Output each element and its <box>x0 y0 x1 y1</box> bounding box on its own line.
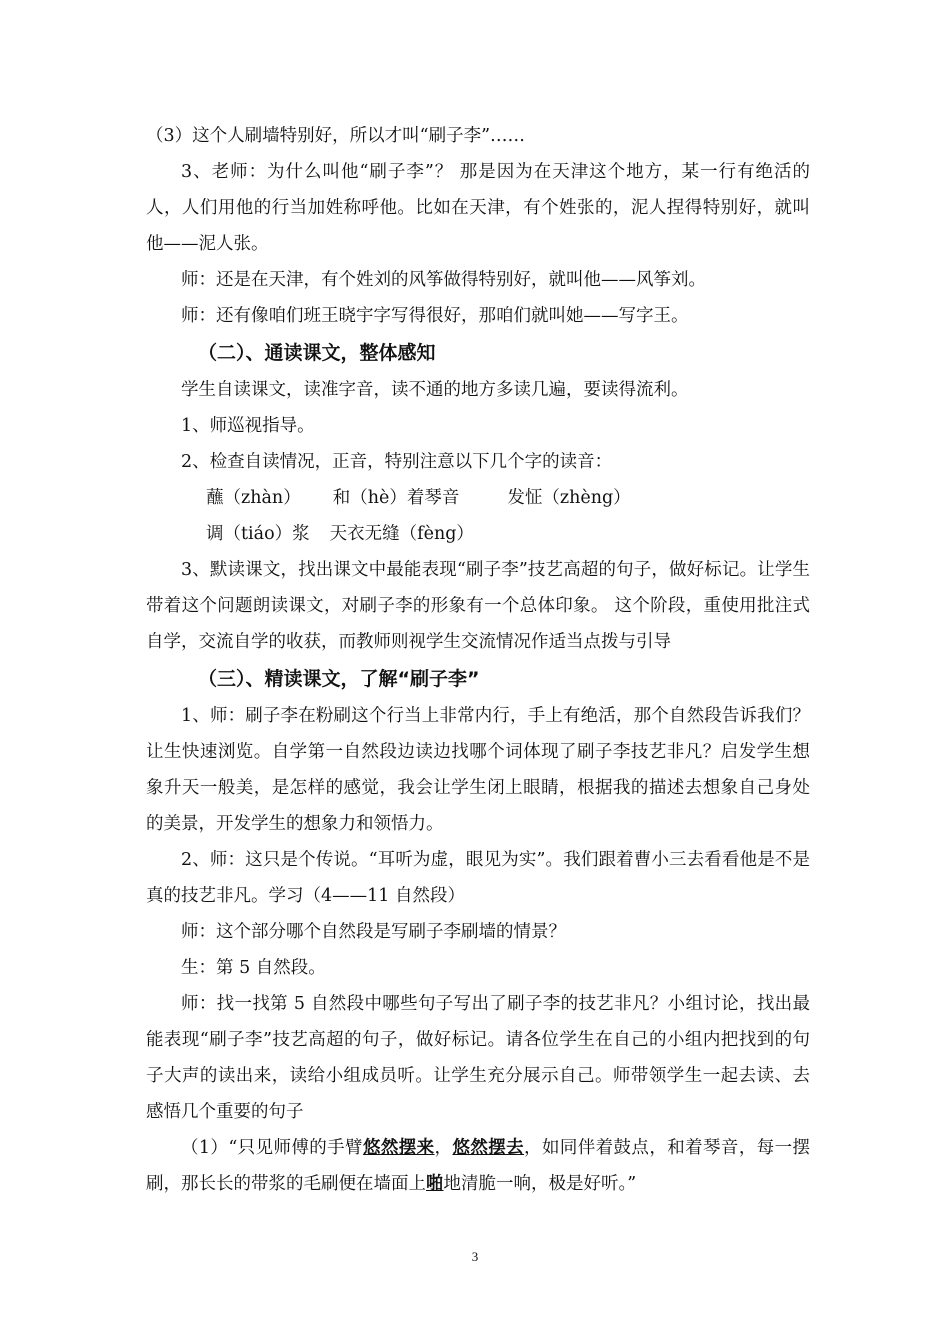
emphasized-word: 悠然摆去 <box>452 1138 525 1158</box>
pinyin-item: 蘸（zhàn） <box>206 488 301 508</box>
pinyin-row <box>146 480 810 516</box>
pinyin-item: 调（tiáo）浆 <box>206 524 310 544</box>
quote-text: ， <box>434 1138 453 1158</box>
paragraph: 3、默读课文，找出课文中最能表现“刷子李”技艺高超的句子，做好标记。让学生带着这个问题朗读课文，对刷子李的形象有一个总体印象。 这个阶段，重使用批注式自学，交流自学的收获，而教师则视学生交流情况作适当点拨与引导 <box>146 560 810 652</box>
emphasized-word: 啪 <box>426 1174 444 1194</box>
quote-text: （1）“只见师傅的手臂 <box>181 1138 363 1158</box>
paragraph: 师：还有像咱们班王晓宇字写得很好，那咱们就叫她——写字王。 <box>181 306 689 326</box>
section-heading: （三）、精读课文，了解“刷子李” <box>198 668 480 690</box>
quote-text: 地清脆一响，极是好听。” <box>443 1174 637 1194</box>
paragraph: 学生自读课文，读准字音，读不通的地方多读几遍，要读得流利。 <box>181 380 689 400</box>
section-heading: （二）、通读课文，整体感知 <box>198 342 436 364</box>
pinyin-item: 和（hè）着琴音 <box>332 488 460 508</box>
emphasized-word: 悠然摆来 <box>362 1138 435 1158</box>
quote-text: ，如同伴着鼓点，和着琴音，每一摆刷，那长长的带浆的毛刷便在墙面上 <box>146 1138 811 1194</box>
paragraph: 2、师：这只是个传说。“耳听为虚，眼见为实”。我们跟着曹小三去看看他是不是真的技艺非凡。学习（4——11 自然段） <box>146 850 810 906</box>
paragraph: 师：找一找第 5 自然段中哪些句子写出了刷子李的技艺非凡？小组讨论，找出最能表现“刷子李”技艺高超的句子，做好标记。请各位学生在自己的小组内把找到的句子大声的读出来，读给小组成员听。让学生充分展示自己。师带领学生一起去读、去感悟几个重要的句子 <box>146 994 810 1122</box>
paragraph: 生：第 5 自然段。 <box>181 958 326 978</box>
pinyin-item: 天衣无缝（fèng） <box>329 524 474 544</box>
paragraph: 1、师巡视指导。 <box>181 416 315 436</box>
quote-paragraph <box>146 1130 810 1202</box>
paragraph: 2、检查自读情况，正音，特别注意以下几个字的读音： <box>181 452 613 472</box>
paragraph: （3）这个人刷墙特别好，所以才叫“刷子李”…… <box>146 126 526 146</box>
pinyin-row <box>146 516 810 552</box>
paragraph: 师：还是在天津，有个姓刘的风筝做得特别好，就叫他——风筝刘。 <box>181 270 706 290</box>
paragraph: 1、师：刷子李在粉刷这个行当上非常内行，手上有绝活，那个自然段告诉我们？让生快速浏览。自学第一自然段边读边找哪个词体现了刷子李技艺非凡？启发学生想象升天一般美，是怎样的感觉，我会让学生闭上眼睛，根据我的描述去想象自己身处的美景，开发学生的想象力和领悟力。 <box>146 706 810 834</box>
pinyin-item: 发怔（zhèng） <box>507 488 631 508</box>
page-number: 3 <box>471 1249 479 1264</box>
paragraph: 3、老师：为什么叫他“刷子李”？ 那是因为在天津这个地方，某一行有绝活的人，人们用他的行当加姓称呼他。比如在天津，有个姓张的，泥人捏得特别好，就叫他——泥人张。 <box>146 162 810 254</box>
paragraph: 师：这个部分哪个自然段是写刷子李刷墙的情景？ <box>181 922 566 942</box>
page-content <box>146 118 810 1202</box>
